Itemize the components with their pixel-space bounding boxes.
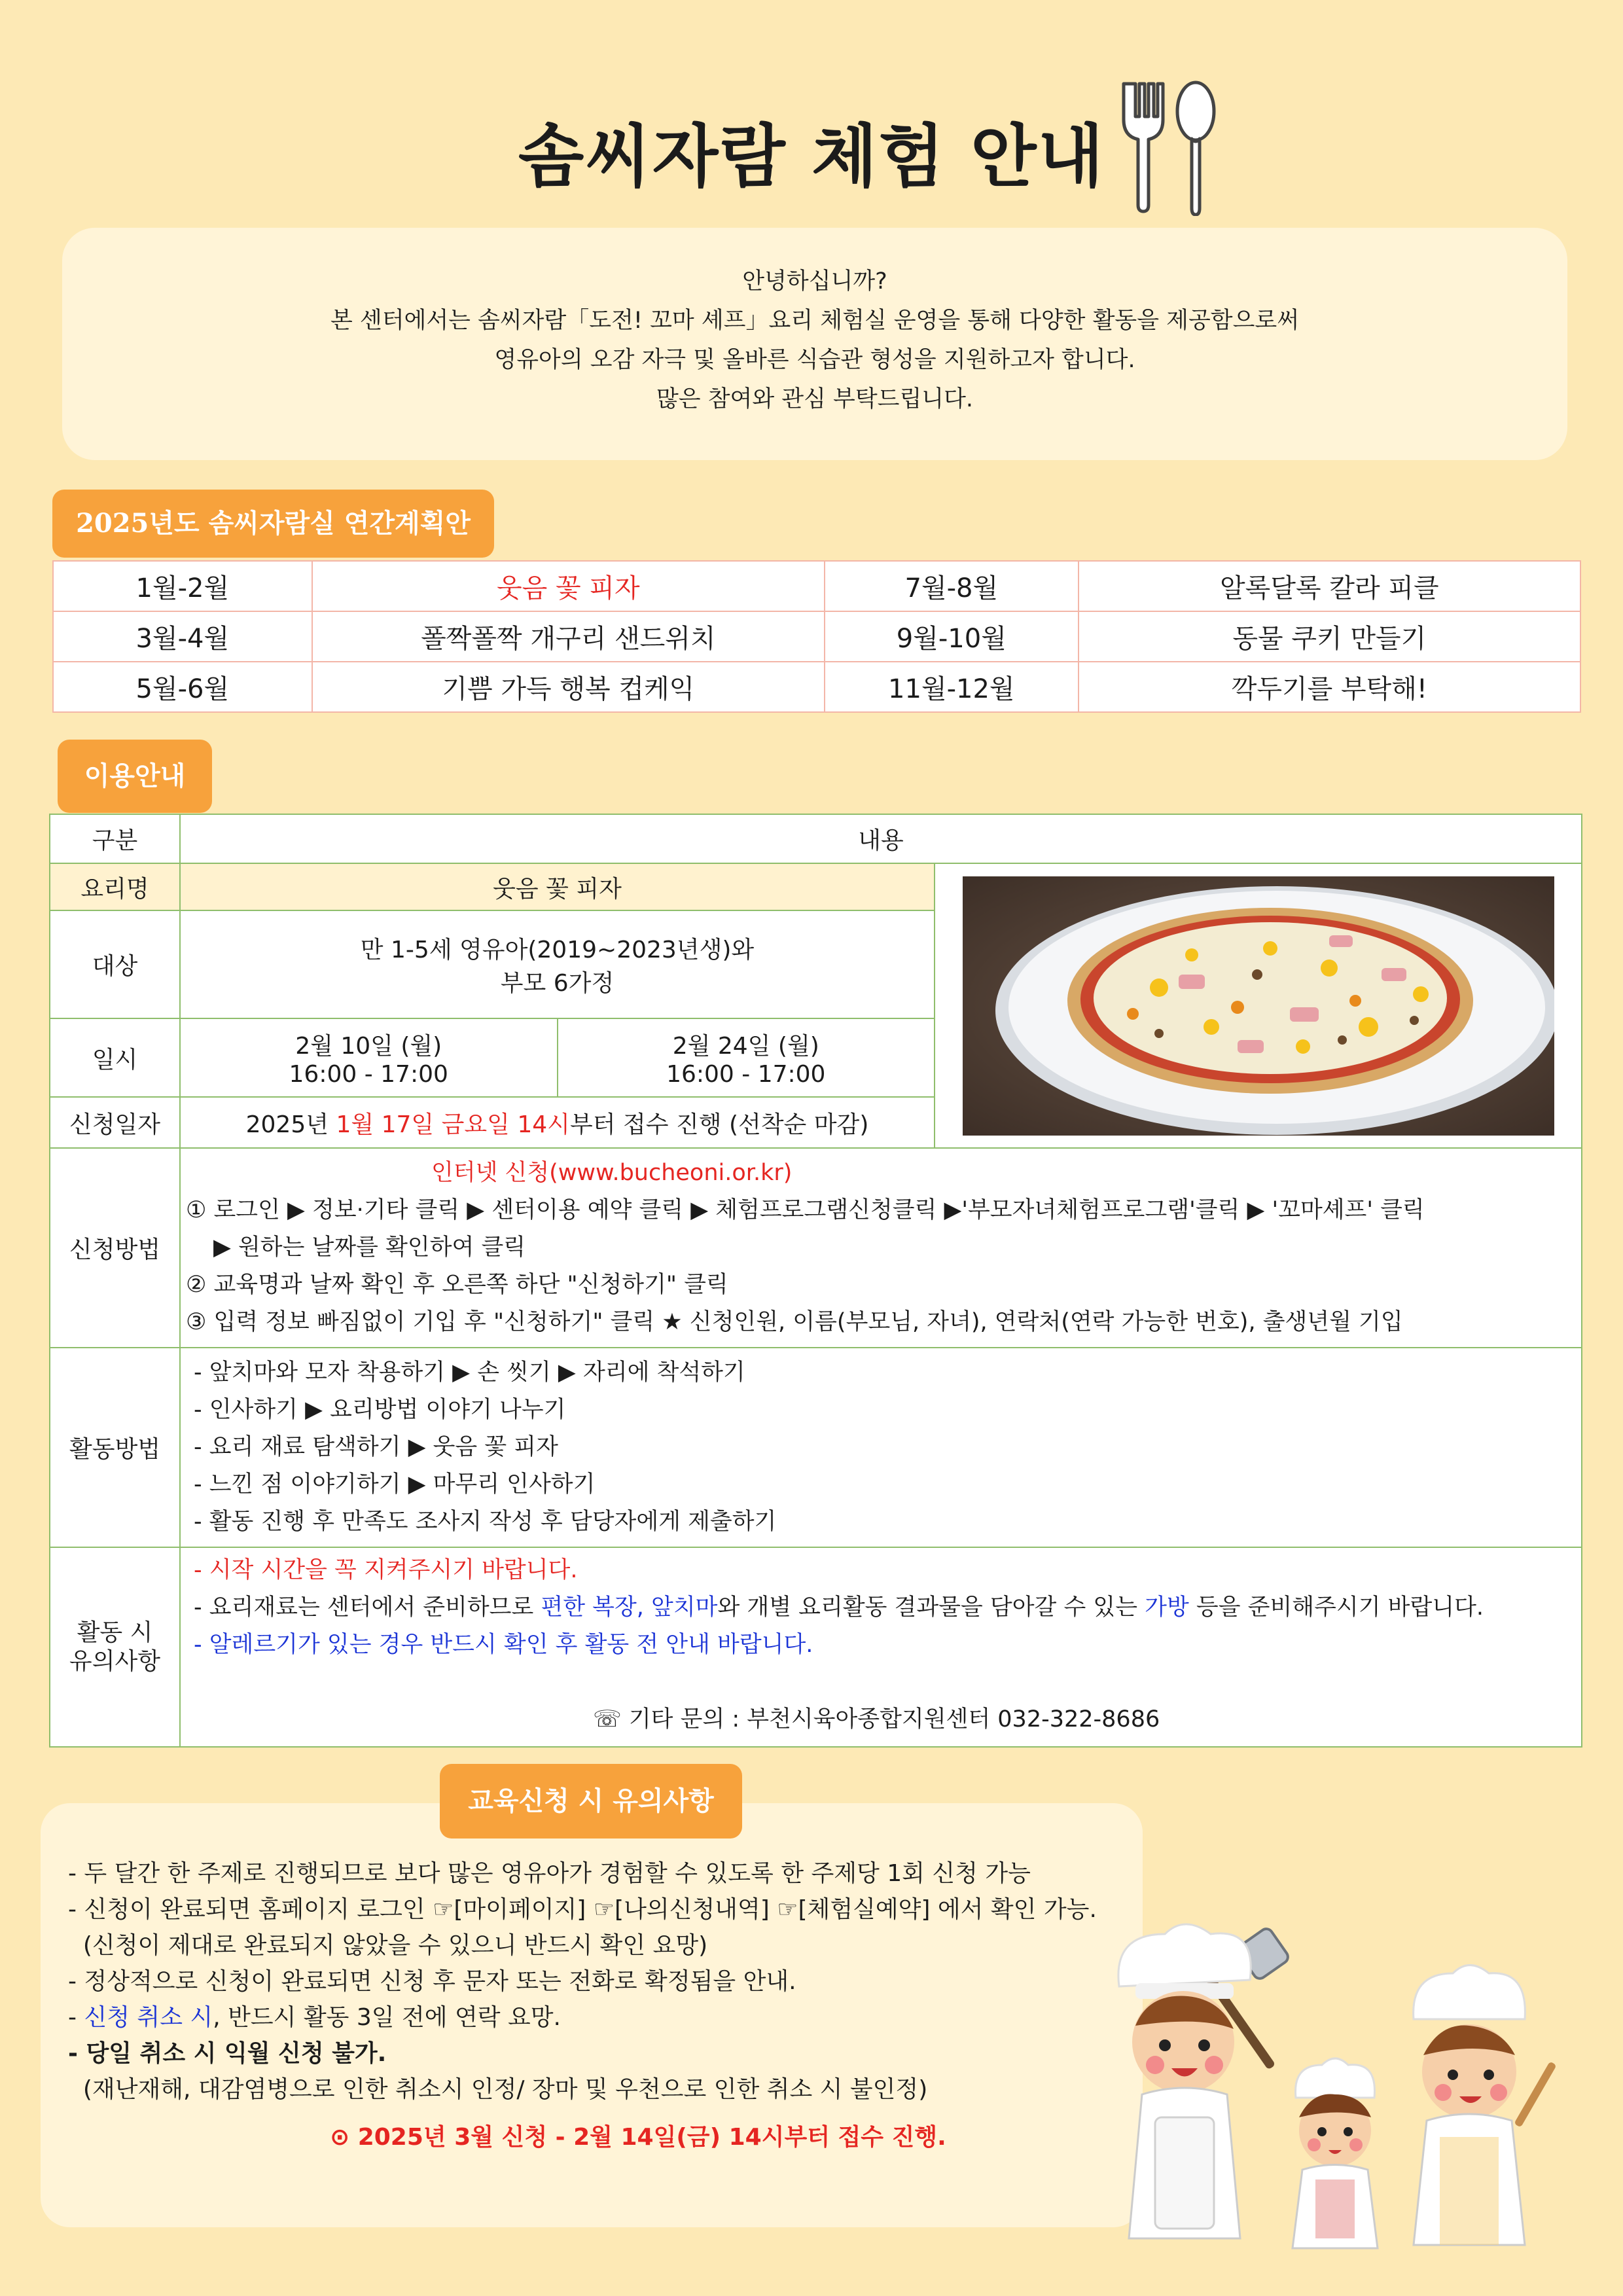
plan-topic: 기쁨 가득 행복 컵케익: [312, 662, 825, 712]
notes-deadline: ⊙ 2025년 3월 신청 - 2월 14일(금) 14시부터 접수 진행.: [330, 2124, 946, 2151]
apply-date-highlight: 1월 17일 금요일 14시: [336, 1111, 570, 1138]
apply-date-value: [180, 1097, 935, 1148]
note-line: - 당일 취소 시 익월 신청 불가.: [68, 2040, 387, 2067]
intro-box: [62, 228, 1567, 460]
note-highlight: 신청 취소 시: [84, 2004, 213, 2031]
caution-highlight: 가방: [1145, 1594, 1189, 1621]
chef-boy-left: [1118, 1924, 1251, 2238]
plan-topic: 깍두기를 부탁해!: [1079, 662, 1580, 712]
activity-step: - 활동 진행 후 만족도 조사지 작성 후 담당자에게 제출하기: [193, 1509, 777, 1535]
apply-step: ▶ 원하는 날짜를 확인하여 클릭: [213, 1234, 526, 1261]
note-text: -: [68, 2004, 84, 2031]
target-line: 부모 6가정: [500, 969, 615, 997]
session-2: [558, 1018, 935, 1097]
pizza-photo: [963, 876, 1554, 1136]
plan-section-tag: 2025년도 솜씨자람실 연간계획안: [52, 490, 494, 558]
note-line: - 신청이 완료되면 홈페이지 로그인 ☞[마이페이지] ☞[나의신청내역] ☞[체험실예약] 에서 확인 가능.: [68, 1896, 1097, 1923]
intro-line: 영유아의 오감 자극 및 올바른 식습관 형성을 지원하고자 합니다.: [494, 347, 1135, 373]
session-date: 2월 10일 (월): [295, 1033, 442, 1060]
chef-boy-right: [1414, 1965, 1557, 2246]
session-time: 16:00 - 17:00: [289, 1061, 448, 1088]
caution-value: [180, 1547, 1582, 1747]
caution-text: 등을 준비해주시기 바랍니다.: [1188, 1594, 1484, 1621]
pizza-photo-cell: [935, 863, 1582, 1148]
plan-month: 7월-8월: [825, 561, 1079, 611]
session-1: [180, 1018, 558, 1097]
activity-label: 활동방법: [50, 1348, 180, 1547]
info-section-tag: 이용안내: [58, 740, 212, 813]
activity-step: - 앞치마와 모자 착용하기 ▶ 손 씻기 ▶ 자리에 착석하기: [193, 1359, 745, 1386]
caution-line: [194, 1589, 1581, 1626]
table-row: [53, 662, 1580, 712]
table-row: [53, 611, 1580, 662]
table-row: [50, 814, 1582, 863]
plan-month: 3월-4월: [53, 611, 312, 662]
caution-highlight: 편한 복장, 앞치마: [541, 1594, 718, 1621]
table-row: [50, 1348, 1582, 1547]
caution-label: 활동 시 유의사항: [50, 1547, 180, 1747]
caution-text: - 요리재료는 센터에서 준비하므로: [193, 1594, 541, 1621]
fork-spoon-icon: [1116, 79, 1221, 216]
plan-month: 11월-12월: [825, 662, 1079, 712]
plan-topic: 동물 쿠키 만들기: [1079, 611, 1580, 662]
apply-date-pre: 2025년: [245, 1111, 336, 1138]
plan-topic: 알록달록 칼라 피클: [1079, 561, 1580, 611]
plan-topic: 웃음 꽃 피자: [312, 561, 825, 611]
target-line: 만 1-5세 영유아(2019~2023년생)와: [360, 936, 755, 963]
apply-date-label: 신청일자: [50, 1097, 180, 1148]
chef-girl-middle: [1293, 2058, 1378, 2248]
activity-step: - 느낀 점 이야기하기 ▶ 마무리 인사하기: [193, 1471, 596, 1498]
plan-month: 9월-10월: [825, 611, 1079, 662]
apply-method-label: 신청방법: [50, 1148, 180, 1348]
notes-section-tag: 교육신청 시 유의사항: [440, 1764, 742, 1839]
table-row: [50, 1547, 1582, 1747]
annual-plan-table: [52, 560, 1581, 713]
apply-method-value: [180, 1148, 1582, 1348]
plan-month: 5월-6월: [53, 662, 312, 712]
session-time: 16:00 - 17:00: [666, 1061, 826, 1088]
date-label: 일시: [50, 1018, 180, 1097]
notes-box: [41, 1803, 1143, 2227]
activity-step: - 요리 재료 탐색하기 ▶ 웃음 꽃 피자: [193, 1434, 558, 1460]
activity-step: - 인사하기 ▶ 요리방법 이야기 나누기: [193, 1397, 566, 1423]
target-label: 대상: [50, 910, 180, 1018]
caution-line: - 알레르기가 있는 경우 반드시 확인 후 활동 전 안내 바랍니다.: [193, 1632, 813, 1658]
header-cell: 구분: [50, 814, 180, 863]
contact-line: ☏ 기타 문의 : 부천시육아종합지원센터 032-322-8686: [592, 1706, 1160, 1732]
chef-kids-illustration: [1106, 1921, 1603, 2261]
usage-info-table: [49, 814, 1582, 1748]
plan-month: 1월-2월: [53, 561, 312, 611]
note-line: - 정상적으로 신청이 완료되면 신청 후 문자 또는 전화로 확정됨을 안내.: [68, 1968, 796, 1995]
internet-apply-link[interactable]: 인터넷 신청(www.bucheoni.or.kr): [431, 1160, 793, 1186]
table-row: [53, 561, 1580, 611]
note-line: [68, 2000, 1143, 2036]
table-row: [50, 863, 1582, 910]
caution-text: 와 개별 요리활동 결과물을 담아갈 수 있는: [717, 1594, 1145, 1621]
apply-step: ② 교육명과 날짜 확인 후 오른쪽 하단 "신청하기" 클릭: [185, 1272, 728, 1298]
apply-step: ① 로그인 ▶ 정보·기타 클릭 ▶ 센터이용 예약 클릭 ▶ 체험프로그램신청클릭 ▶'부모자녀체험프로그램'클릭 ▶ '꼬마셰프' 클릭: [185, 1197, 1425, 1223]
apply-step: ③ 입력 정보 빠짐없이 기입 후 "신청하기" 클릭 ★ 신청인원, 이름(부모님, 자녀), 연락처(연락 가능한 번호), 출생년월 기입: [185, 1309, 1403, 1335]
note-text: , 반드시 활동 3일 전에 연락 요망.: [213, 2004, 561, 2031]
target-value: [180, 910, 935, 1018]
dish-value: 웃음 꽃 피자: [180, 863, 935, 910]
intro-line: 본 센터에서는 솜씨자람「도전! 꼬마 셰프」요리 체험실 운영을 통해 다양한 활동을 제공함으로써: [330, 308, 1300, 334]
note-line: - 두 달간 한 주제로 진행되므로 보다 많은 영유아가 경험할 수 있도록 한 주제당 1회 신청 가능: [68, 1860, 1031, 1887]
session-date: 2월 24일 (월): [672, 1033, 819, 1060]
dish-label: 요리명: [50, 863, 180, 910]
note-line: (재난재해, 대감염병으로 인한 취소시 인정/ 장마 및 우천으로 인한 취소 시 불인정): [68, 2076, 928, 2103]
table-row: [50, 1148, 1582, 1348]
header-cell: 내용: [180, 814, 1582, 863]
page-title: 솜씨자람 체험 안내: [518, 117, 1105, 196]
plan-topic: 폴짝폴짝 개구리 샌드위치: [312, 611, 825, 662]
intro-line: 안녕하십니까?: [742, 268, 887, 295]
note-line: (신청이 제대로 완료되지 않았을 수 있으니 반드시 확인 요망): [68, 1932, 708, 1959]
apply-date-post: 부터 접수 진행 (선착순 마감): [569, 1111, 869, 1138]
intro-line: 많은 참여와 관심 부탁드립니다.: [656, 386, 974, 412]
activity-value: [180, 1348, 1582, 1547]
caution-line: - 시작 시간을 꼭 지켜주시기 바랍니다.: [193, 1557, 578, 1583]
